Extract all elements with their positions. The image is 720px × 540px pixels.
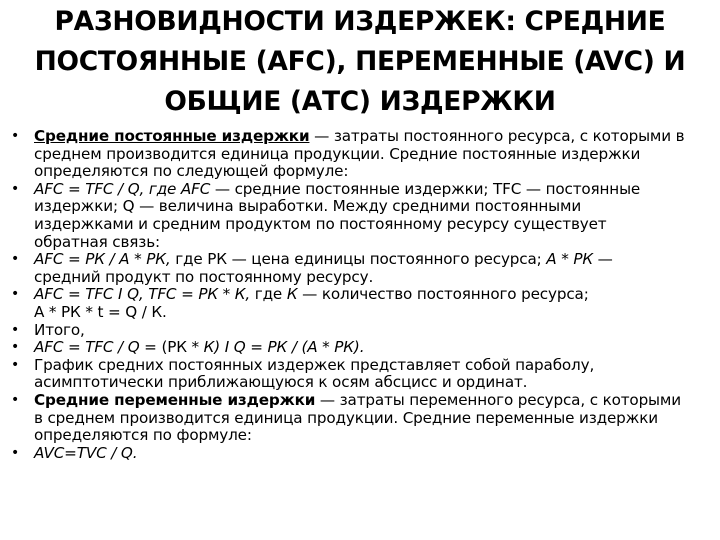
bullet-icon: • [11,321,20,338]
bullet-icon: • [11,356,20,373]
text-line: Итого, [34,320,85,339]
bullet-item-afc-final-formula [10,339,712,357]
bullet-icon: • [11,251,20,268]
formula-fragment: AFC = TFC I Q, TFC = РК * К, [34,285,251,304]
bullet-item-avc-formula [10,445,712,463]
text-fragment: (РК * [156,338,204,357]
bullet-icon: • [11,391,20,408]
title-line: РАЗНОВИДНОСТИ ИЗДЕРЖЕК: СРЕДНИЕ [54,6,666,37]
term-average-variable-costs: Средние переменные издержки [34,390,316,409]
title-line: ПОСТОЯННЫЕ (AFC), ПЕРЕМЕННЫЕ (AVC) И [34,46,686,77]
text-line: График средних постоянных издержек представляет собой параболу, [34,355,595,374]
text-line: издержки; Q — величина выработки. Между средними постоянными [34,197,582,216]
formula-fragment: AFC = TFC / Q, где AFC [34,179,211,198]
text-fragment: — средние постоянные издержки; TFC — постоянные [210,179,641,198]
bullet-item-avc-definition [10,392,712,445]
bullet-item-total [10,322,712,340]
text-line: асимптотически приближающуюся к осям абсцисс и ординат. [34,373,528,392]
text-fragment: — затраты переменного ресурса, с которыми [315,390,681,409]
formula-fragment: AVC=TVC / Q. [34,443,138,462]
text-fragment: где [250,285,287,304]
bullet-icon: • [11,339,20,356]
formula-fragment: AFC = РК / А * РК, [34,250,171,269]
formula-fragment: К [286,285,298,304]
text-line: определяются по следующей формуле: [34,162,349,181]
bullet-list [10,128,712,462]
text-line [34,128,712,146]
bullet-item-tfc-formula [10,286,712,321]
bullet-item-afc-graph [10,357,712,392]
text-fragment: — затраты постоянного ресурса, с которыми в [309,127,685,145]
text-line: средний продукт по постоянному ресурсу. [34,267,374,286]
bullet-item-afc-definition [10,128,712,181]
bullet-icon: • [11,180,20,197]
bullet-item-afc-formula [10,181,712,251]
title-line: ОБЩИЕ (АТС) ИЗДЕРЖКИ [164,86,556,117]
bullet-item-afc-price-formula [10,251,712,286]
text-fragment: где РК — цена единицы постоянного ресурса; [170,250,547,269]
text-line [34,392,712,410]
slide-title [20,2,700,122]
text-line: в среднем производится единица продукции. Средние переменные издержки [34,408,658,427]
bullet-icon: • [11,286,20,303]
text-line: обратная связь: [34,232,160,251]
formula-fragment: К) I Q = РК / (А * РК). [203,338,365,357]
formula-fragment: А * РК [546,250,593,269]
text-line: издержками и средним продуктом по постоянному ресурсу существует [34,214,607,233]
text-line [34,181,712,199]
text-fragment: — [592,250,613,269]
text-line: А * РК * t = Q / К. [34,302,167,321]
text-line [34,251,712,269]
bullet-icon: • [11,128,20,144]
text-line: среднем производится единица продукции. Средние постоянные издержки [34,144,641,163]
text-line [34,445,712,463]
formula-fragment: AFC = TFC / Q = [34,338,157,357]
term-average-fixed-costs: Средние постоянные издержки [34,127,310,145]
text-fragment: — количество постоянного ресурса; [297,285,589,304]
bullet-icon: • [11,444,20,461]
text-line [34,339,712,357]
text-line: определяются по формуле: [34,426,252,445]
text-line [34,286,712,304]
